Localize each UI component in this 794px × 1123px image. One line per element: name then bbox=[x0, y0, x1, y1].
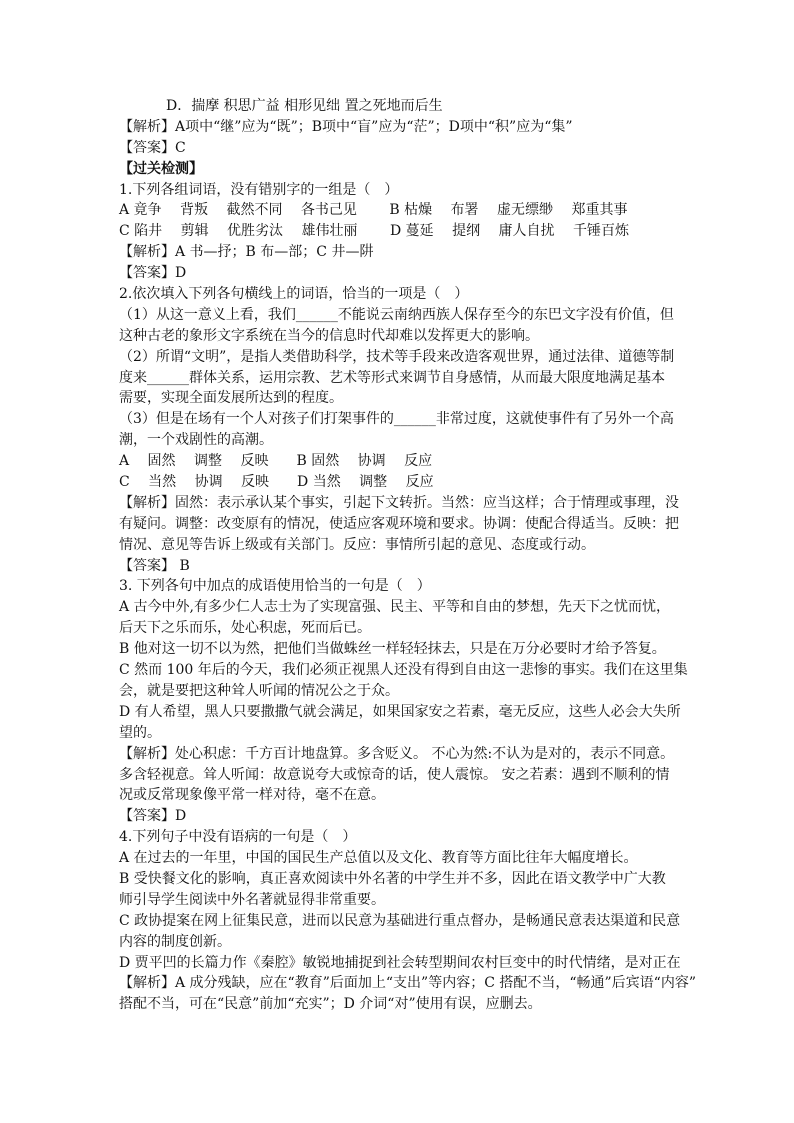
question-3-option-c: C 然而 100 年后的今天，我们必须正视黑人还没有得到自由这一悲惨的事实。我们在这里集 bbox=[119, 662, 688, 679]
question-2-analysis-cont: 有疑问。调整：改变原有的情况，使适应客观环境和要求。协调：使配合得适当。反映：把 bbox=[119, 515, 679, 532]
question-4-analysis-cont: 搭配不当，可在“民意”前加“充实”；D 介词“对”使用有误，应删去。 bbox=[119, 996, 542, 1013]
question-3-option-a: A 古今中外,有多少仁人志士为了实现富强、民主、平等和自由的梦想，先天下之忧而忧， bbox=[119, 599, 671, 616]
question-4-option-c: C 政协提案在网上征集民意，进而以民意为基础进行重点督办，是畅通民意表达渠道和民意 bbox=[119, 912, 681, 929]
answer-line: 【答案】C bbox=[119, 139, 186, 156]
question-2-answer: 【答案】 B bbox=[119, 557, 190, 574]
question-2-options-ab: A 固然 调整 反映 B 固然 协调 反应 bbox=[119, 453, 433, 470]
question-3-answer: 【答案】D bbox=[119, 808, 187, 825]
question-1-stem: 1.下列各组词语，没有错别字的一组是（ ） bbox=[119, 181, 399, 198]
analysis-line: 【解析】A项中“继”应为“既”；B项中“盲”应为“茫”；D项中“积”应为“集” bbox=[119, 118, 573, 135]
question-4-option-d: D 贾平凹的长篇力作《秦腔》敏锐地捕捉到社会转型期间农村巨变中的时代情绪，是对正在 bbox=[119, 954, 681, 971]
question-2-stem: 2.依次填入下列各句横线上的词语，恰当的一项是（ ） bbox=[119, 286, 469, 303]
question-2-sentence-2: （2）所谓“文明”，是指人类借助科学，技术等手段来改造客观世界，通过法律、道德等制 bbox=[119, 348, 675, 365]
question-4-option-b: B 受快餐文化的影响，真正喜欢阅读中外名著的中学生并不多，因此在语文教学中广大教 bbox=[119, 870, 666, 887]
question-3-analysis: 【解析】处心积虑：千方百计地盘算。多含贬义。 不心为然:不认为是对的，表示不同意。 bbox=[119, 745, 675, 762]
question-2-options-cd: C 当然 协调 反映 D 当然 调整 反应 bbox=[119, 474, 434, 491]
section-heading: 【过关检测】 bbox=[119, 160, 203, 177]
question-3-option-d: D 有人希望，黑人只要撒撒气就会满足，如果国家安之若素，毫无反应，这些人必会大失所 bbox=[119, 703, 681, 720]
question-4-stem: 4.下列句子中没有语病的一句是（ ） bbox=[119, 829, 357, 846]
question-2-sentence-1: （1）从这一意义上看，我们______不能说云南纳西族人保存至今的东巴文字没有价值，但 bbox=[119, 306, 674, 323]
question-4-option-a: A 在过去的一年里，中国的国民生产总值以及文化、教育等方面比往年大幅度增长。 bbox=[119, 850, 638, 867]
option-d-line: D．揣摩 积思广益 相形见绌 置之死地而后生 bbox=[166, 98, 443, 114]
question-3-option-d-cont: 望的。 bbox=[119, 724, 161, 741]
question-3-analysis-cont: 多含轻视意。耸人听闻：故意说夸大或惊奇的话，使人震惊。 安之若素：遇到不顺利的情 bbox=[119, 766, 670, 783]
question-3-analysis-cont2: 况或反常现象像平常一样对待，毫不在意。 bbox=[119, 787, 385, 804]
question-3-option-c-cont: 会，就是要把这种耸人听闻的情况公之于众。 bbox=[119, 682, 399, 699]
question-3-stem: 3. 下列各句中加点的成语使用恰当的一句是（ ） bbox=[119, 578, 431, 595]
question-3-option-b: B 他对这一切不以为然，把他们当做蛛丝一样轻轻抹去，只是在万分必要时才给予答复。 bbox=[119, 641, 666, 658]
question-2-sentence-2-cont: 度来______群体关系，运用宗教、艺术等形式来调节自身感情，从而最大限度地满足基本 bbox=[119, 369, 665, 386]
question-2-sentence-3-cont: 潮，一个戏剧性的高潮。 bbox=[119, 432, 273, 449]
question-3-option-a-cont: 后天下之乐而乐，处心积虑，死而后已。 bbox=[119, 620, 371, 637]
question-2-analysis: 【解析】固然：表示承认某个事实，引起下文转折。当然：应当这样；合于情理或事理，没 bbox=[119, 494, 679, 511]
document-page bbox=[119, 96, 696, 1015]
question-2-analysis-cont2: 情况、意见等告诉上级或有关部门。反应：事情所引起的意见、态度或行动。 bbox=[119, 536, 595, 553]
question-1-answer: 【答案】D bbox=[119, 265, 187, 282]
question-1-options-cd: C 陷井 剪辑 优胜劣汰 雄伟壮丽 D 蔓延 提纲 庸人自扰 千锤百炼 bbox=[119, 223, 629, 240]
question-4-option-b-cont: 师引导学生阅读中外名著就显得非常重要。 bbox=[119, 891, 385, 908]
question-4-option-c-cont: 内容的制度创新。 bbox=[119, 933, 231, 950]
question-1-options-ab: A 竟争 背叛 截然不同 各书己见 B 枯燥 布署 虚无缥缈 郑重其事 bbox=[119, 202, 628, 219]
question-4-analysis: 【解析】A 成分残缺，应在“教育”后面加上“支出”等内容；C 搭配不当，“畅通”后宾语“内容” bbox=[119, 975, 696, 992]
question-2-sentence-3: （3）但是在场有一个人对孩子们打架事件的______非常过度，这就使事件有了另外一个高 bbox=[119, 411, 674, 428]
question-2-sentence-1-cont: 这种古老的象形文字系统在当今的信息时代却难以发挥更大的影响。 bbox=[119, 327, 539, 344]
question-2-sentence-2-cont2: 需要，实现全面发展所达到的程度。 bbox=[119, 390, 343, 407]
question-1-analysis: 【解析】A 书—抒；B 布—部；C 井—阱 bbox=[119, 244, 374, 261]
